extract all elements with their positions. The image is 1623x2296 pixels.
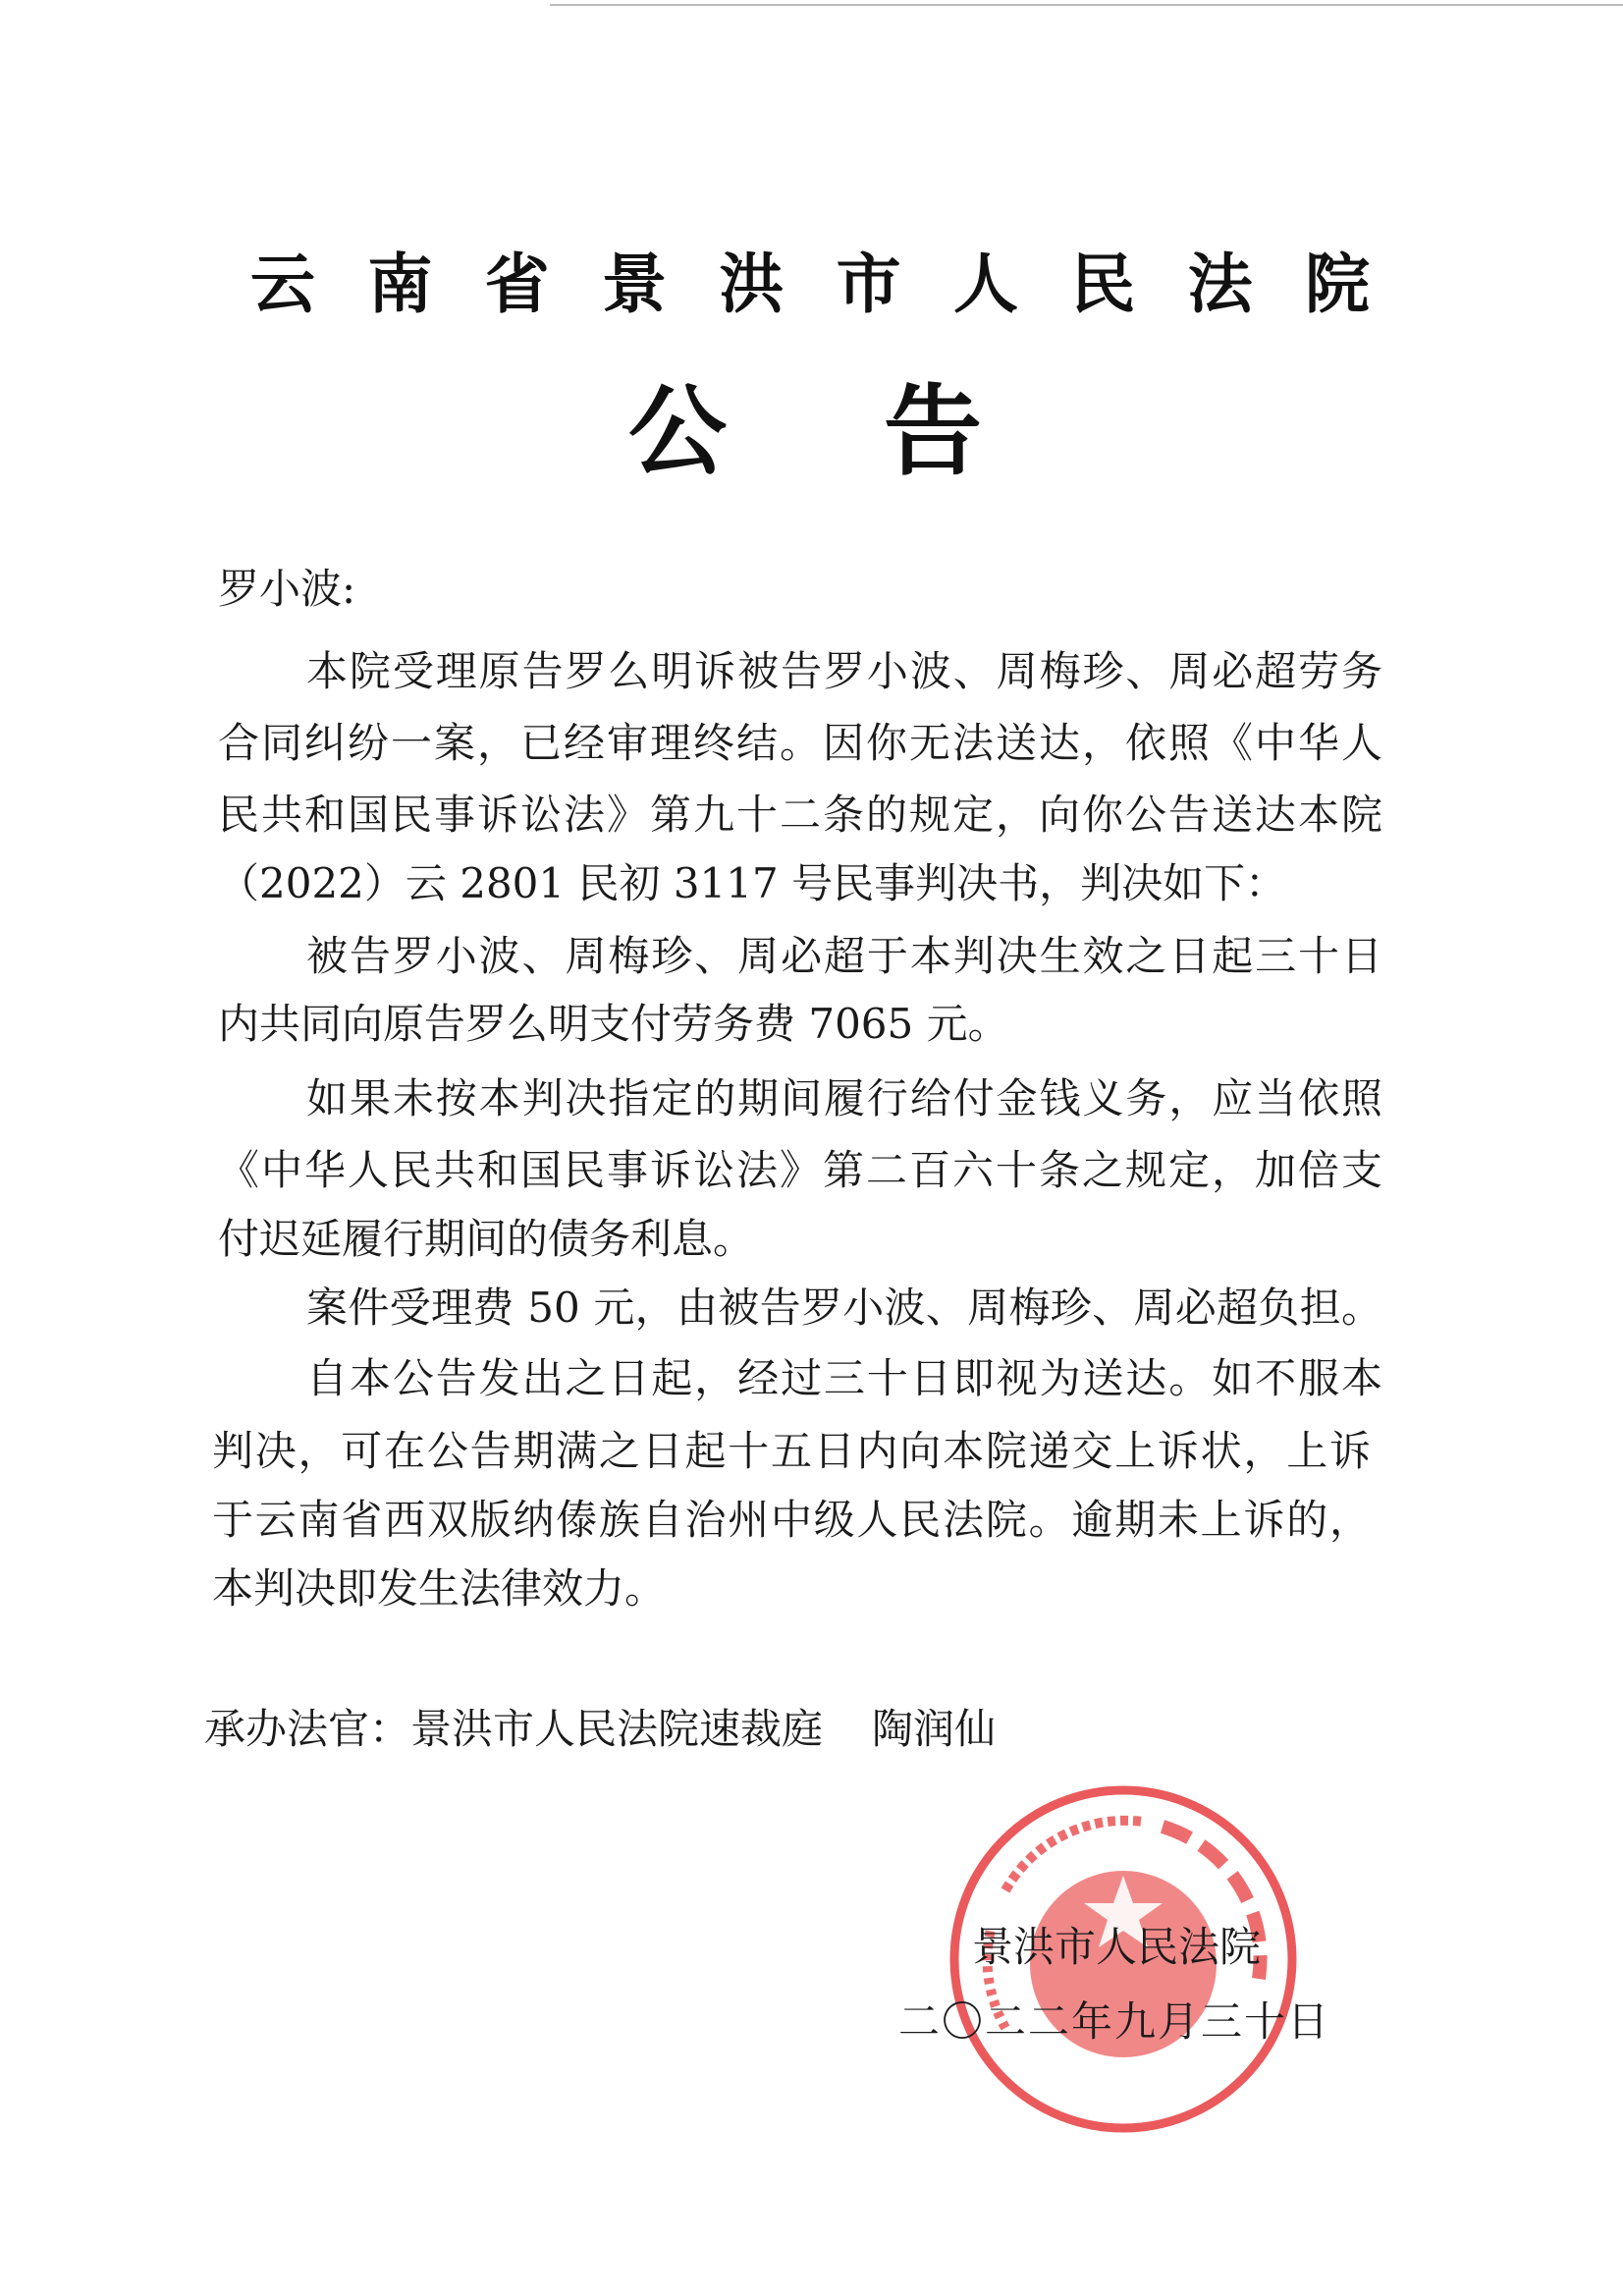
body-line: 《中华人民共和国民事诉讼法》第二百六十条之规定，加倍支 [218, 1146, 1382, 1194]
body-line: 付迟延履行期间的债务利息。 [218, 1215, 755, 1263]
judge-line [204, 1704, 1369, 1755]
judge-label: 承办法官： [204, 1705, 411, 1753]
document-title: 公告 [628, 374, 982, 489]
body-line: 被告罗小波、周梅珍、周必超于本判决生效之日起三十日 [306, 932, 1382, 980]
body-line: 于云南省西双版纳傣族自治州中级人民法院。逾期未上诉的， [212, 1496, 1371, 1544]
body-line: 内共同向原告罗么明支付劳务费 7065 元。 [218, 1000, 1009, 1048]
body-line: （2022）云 2801 民初 3117 号民事判决书，判决如下： [218, 859, 1287, 907]
body-line: 判决，可在公告期满之日起十五日内向本院递交上诉状，上诉 [212, 1427, 1371, 1475]
body-line: 合同纠纷一案，已经审理终结。因你无法送达，依照《中华人 [218, 719, 1382, 767]
signature-date: 二〇二二年九月三十日 [898, 1997, 1331, 2046]
body-line: 自本公告发出之日起，经过三十日即视为送达。如不服本 [306, 1354, 1382, 1402]
body-line: 本院受理原告罗么明诉被告罗小波、周梅珍、周必超劳务 [306, 647, 1382, 695]
scan-edge [550, 4, 1623, 6]
body-line: 如果未按本判决指定的期间履行给付金钱义务，应当依照 [306, 1074, 1382, 1122]
judge-name: 陶润仙 [872, 1705, 997, 1753]
addressee: 罗小波: [218, 565, 356, 613]
body-line: 案件受理费 50 元，由被告罗小波、周梅珍、周必超负担。 [306, 1284, 1382, 1332]
body-line: 本判决即发生法律效力。 [212, 1564, 667, 1613]
body-line: 民共和国民事诉讼法》第九十二条的规定，向你公告送达本院 [218, 791, 1382, 839]
signature-court: 景洪市人民法院 [972, 1923, 1262, 1971]
court-name-heading: 云南省景洪市人民法院 [250, 246, 1370, 322]
judge-unit: 景洪市人民法院速裁庭 [410, 1705, 824, 1753]
